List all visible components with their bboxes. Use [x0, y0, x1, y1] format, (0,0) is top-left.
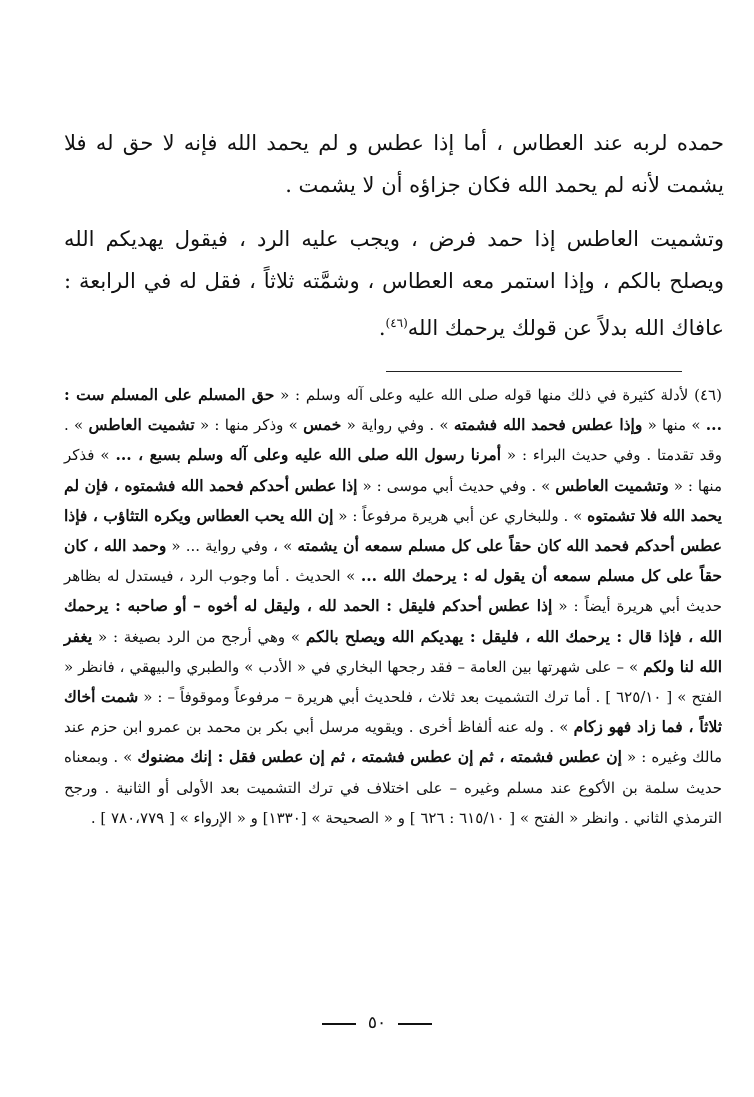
page-number-dash-left: [322, 1023, 356, 1025]
hadith-quote: إن الله يحب العطاس ويكره التثاؤب ، فإذا عطس أحدكم فحمد الله كان حقاً على كل مسلم سمعه أن يشمته: [64, 505, 722, 556]
hadith-quote: إذا عطس أحدكم فليقل : الحمد لله ، وليقل له أخوه – أو صاحبه : يرحمك الله ، فإذا قال : يرحمك الله ، فليقل : يهديكم الله ويصلح بالكم: [64, 596, 723, 646]
page-number: [0, 1013, 754, 1033]
footnote-text: » . وللبخاري عن أبي هريرة مرفوعاً : «: [333, 506, 588, 525]
hadith-quote: أمرنا رسول الله صلى الله عليه وعلى آله وسلم بسبع ، ...: [115, 445, 501, 465]
main-text: [64, 122, 724, 349]
hadith-quote: وإذا عطس فحمد الله فشمته: [453, 415, 643, 435]
footnote-reference: (٤٦): [385, 316, 408, 330]
footnote-text: » الحديث . أما وجوب الرد ، فيستدل له بظاهر حديث أبي هريرة أيضاً : «: [64, 567, 722, 616]
hadith-quote: إن عطس فشمته ، ثم إن عطس فشمته ، ثم إن عطس فقل : إنك مضنوك: [137, 747, 622, 767]
page-number-value: ٥٠: [367, 1013, 387, 1033]
footnote-separator: [386, 371, 682, 372]
hadith-quote: إذا عطس أحدكم فحمد الله فشمتوه ، فإن لم يحمد الله فلا تشمتوه: [64, 475, 722, 525]
footnote-text: » وهي أرجح من الرد بصيغة : «: [92, 627, 306, 646]
footnote-text: » فذكر منها : «: [64, 446, 722, 495]
hadith-quote: وتشميت العاطس: [555, 475, 669, 495]
paragraph-2-text: وتشميت العاطس إذا حمد فرض ، ويجب عليه الرد ، فيقول يهديكم الله ويصلح بالكم ، وإذا استمر معه العطاس ، وشمَّته ثلاثاً ، فقل له في الرابعة : عافاك الله بدلاً عن قولك يرحمك الله: [64, 227, 724, 340]
paragraph-2-end: .: [378, 316, 386, 340]
paragraph-2: [64, 218, 724, 349]
footnote-text: » وذكر منها : «: [194, 416, 304, 435]
footnote-text: » ، وفي رواية ... «: [166, 537, 298, 556]
hadith-quote: شمت أخاك ثلاثاً ، فما زاد فهو زكام: [64, 687, 723, 737]
footnote-text: » – على شهرتها بين العامة – فقد رجحها البخاري في « الأدب » والطبري والبيهقي ، فانظر « الفتح » [ ٦٢٥/١٠ ] . أما ترك التشميت بعد ثلاث ، فلحديث أبي هريرة – مرفوعاً وموقوفاً – : «: [64, 657, 723, 707]
hadith-quote: يغفر الله لنا ولكم: [64, 626, 722, 676]
footnote-text: » منها «: [642, 416, 706, 435]
footnote-text: » . وقد تقدمتا . وفي حديث البراء : «: [64, 416, 722, 465]
footnote-number: (٤٦): [694, 386, 722, 404]
hadith-quote: خمس: [303, 415, 342, 435]
page-number-dash-right: [398, 1023, 432, 1025]
paragraph-1: حمده لربه عند العطاس ، أما إذا عطس و لم يحمد الله فإنه لا حق له فلا يشمت لأنه لم يحمد الله فكان جزاؤه أن لا يشمت .: [64, 131, 724, 197]
hadith-quote: وحمد الله ، كان حقاً على كل مسلم سمعه أن يقول له : يرحمك الله ...: [64, 536, 723, 586]
hadith-quote: تشميت العاطس: [88, 415, 195, 435]
footnote-text: » . وفي حديث أبي موسى : «: [357, 476, 556, 495]
footnote-body: [64, 386, 722, 827]
footnote-text: » . وبمعناه حديث سلمة بن الأكوع عند مسلم وغيره – على اختلاف في ترك التشميت بعد الأولى أو الثانية . ورجح الترمذي الثاني . وانظر « الفتح » [ ٦١٥/١٠ : ٦٢٦ ] و « الصحيحة » [١٣٣٠] و « الإرواء » [ ٧٨٠،٧٧٩ ] .: [64, 748, 722, 827]
footnote: [64, 380, 722, 833]
hadith-quote: حق المسلم على المسلم ست : ...: [64, 385, 722, 435]
footnote-text: » . وله عنه ألفاظ أخرى . ويقويه مرسل أبي بكر بن محمد بن عمرو ابن حزم عند مالك وغيره : «: [64, 718, 722, 767]
footnote-text: » . وفي رواية «: [341, 416, 454, 435]
footnote-text: لأدلة كثيرة في ذلك منها قوله صلى الله عليه وعلى آله وسلم : «: [274, 386, 689, 404]
